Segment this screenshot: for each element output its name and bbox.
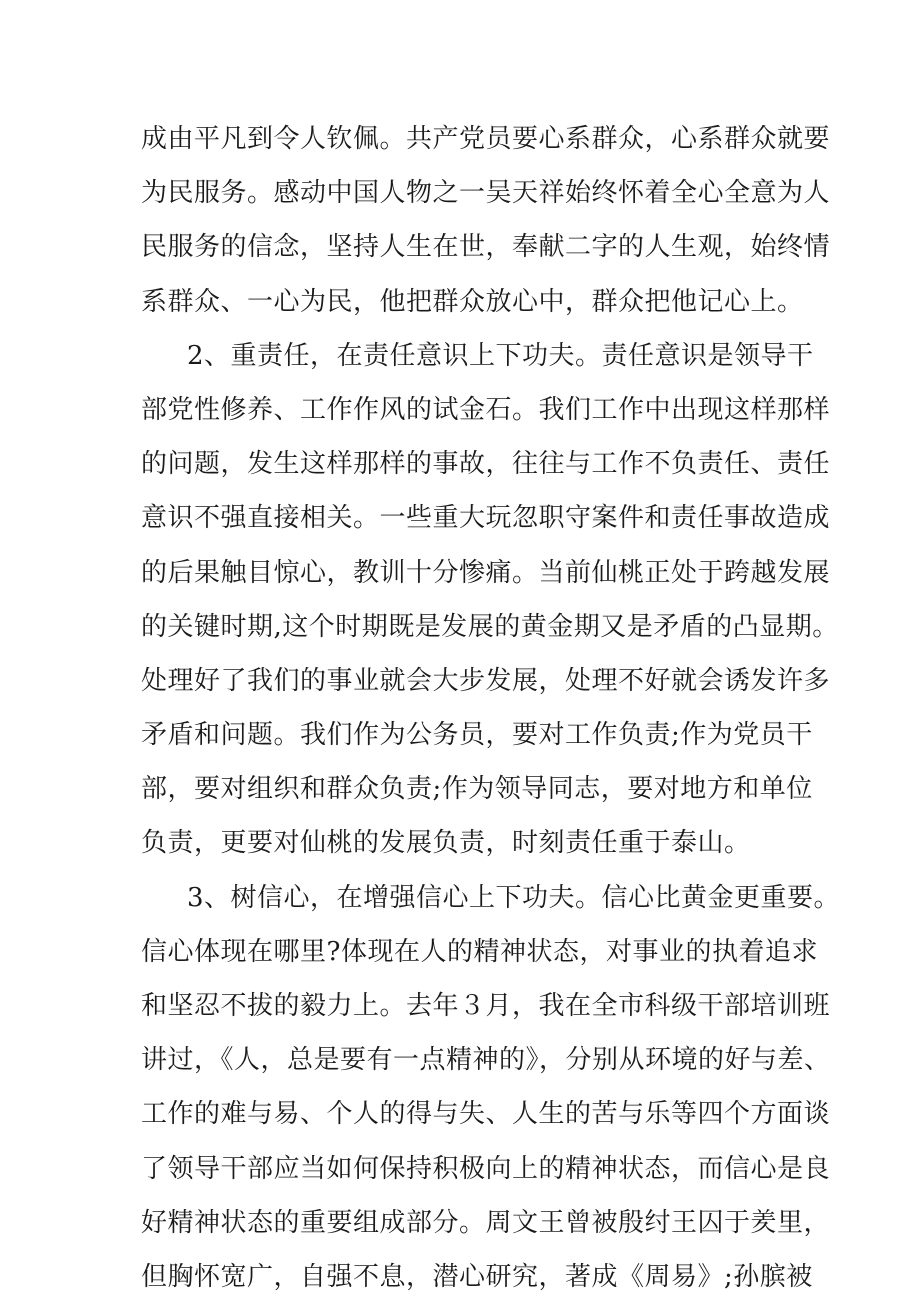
text-line: 讲过，《人，总是要有一点精神的》，分别从环境的好与差、 bbox=[141, 1045, 831, 1076]
text-line: 好精神状态的重要组成部分。周文王曾被殷纣王囚于羑里， bbox=[141, 1207, 831, 1238]
text-line: 部党性修养、工作作风的试金石。我们工作中出现这样那样 bbox=[141, 394, 831, 425]
text-line: 但胸怀宽广，自强不息，潜心研究，著成《周易》;孙膑被 bbox=[141, 1261, 813, 1292]
text-line: 系群众、一心为民，他把群众放心中，群众把他记心上。 bbox=[141, 286, 804, 317]
text-line: 成由平凡到令人钦佩。共产党员要心系群众，心系群众就要 bbox=[141, 124, 831, 154]
text-line: 和坚忍不拔的毅力上。去年３月，我在全市科级干部培训班 bbox=[141, 991, 831, 1021]
text-line: 意识不强直接相关。一些重大玩忽职守案件和责任事故造成 bbox=[141, 503, 831, 534]
text-line: 处理好了我们的事业就会大步发展，处理不好就会诱发许多 bbox=[141, 665, 831, 696]
text-line: 的问题，发生这样那样的事故，往往与工作不负责任、责任 bbox=[141, 449, 831, 480]
text-line: 的后果触目惊心，教训十分惨痛。当前仙桃正处于跨越发展 bbox=[141, 557, 831, 588]
paragraph-3-heading-line: 3、树信心，在增强信心上下功夫。信心比黄金更重要。 bbox=[187, 882, 841, 913]
paragraph-2-heading-line: 2、重责任，在责任意识上下功夫。责任意识是领导干 bbox=[187, 340, 814, 371]
text-line: 了领导干部应当如何保持积极向上的精神状态，而信心是良 bbox=[141, 1153, 831, 1184]
text-line: 矛盾和问题。我们作为公务员，要对工作负责;作为党员干 bbox=[141, 720, 813, 751]
text-line: 的关键时期,这个时期既是发展的黄金期又是矛盾的凸显期。 bbox=[141, 611, 839, 642]
text-line: 信心体现在哪里?体现在人的精神状态，对事业的执着追求 bbox=[141, 936, 818, 967]
text-line: 负责，更要对仙桃的发展负责，时刻责任重于泰山。 bbox=[141, 828, 751, 859]
text-line: 工作的难与易、个人的得与失、人生的苦与乐等四个方面谈 bbox=[141, 1099, 831, 1130]
text-line: 民服务的信念，坚持人生在世，奉献二字的人生观，始终情 bbox=[141, 232, 831, 263]
text-line: 部，要对组织和群众负责;作为领导同志，要对地方和单位 bbox=[141, 774, 813, 805]
text-line: 为民服务。感动中国人物之一吴天祥始终怀着全心全意为人 bbox=[141, 178, 831, 209]
document-body bbox=[141, 112, 841, 1304]
